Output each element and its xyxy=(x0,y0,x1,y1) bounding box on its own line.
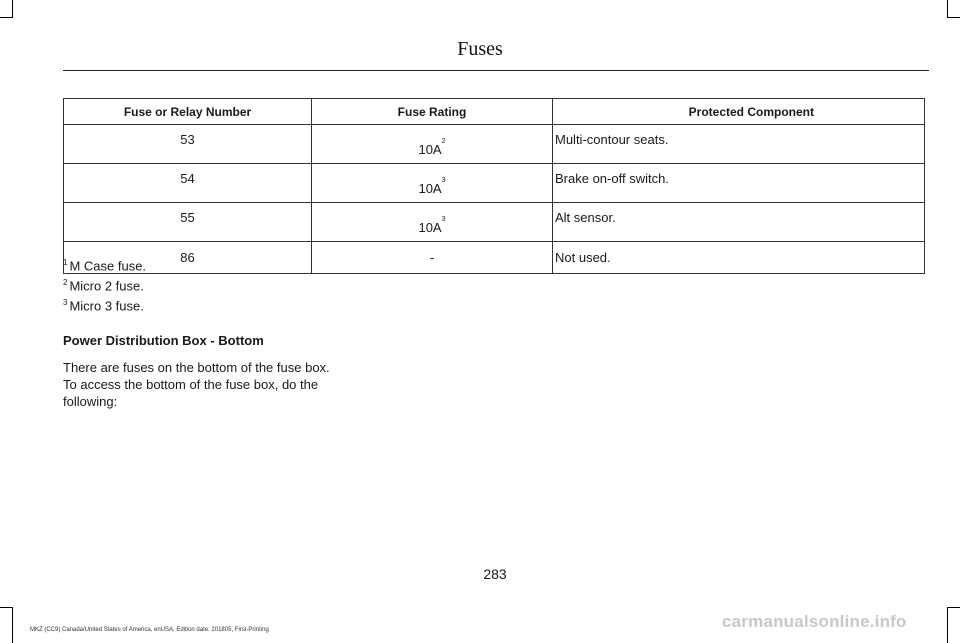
footnote-ref: 3 xyxy=(441,177,446,184)
footnote-text: Micro 2 fuse. xyxy=(69,278,144,294)
fuse-table xyxy=(63,98,925,274)
table-row xyxy=(64,125,925,164)
edition-info: MKZ (CC9) Canada/United States of America, enUSA, Edition date: 201805, First-Printing xyxy=(30,627,269,633)
table-header-row xyxy=(64,99,925,125)
column-header-rating: Fuse Rating xyxy=(312,99,553,125)
table-row xyxy=(64,164,925,203)
header-rule xyxy=(63,70,929,71)
page-title: Fuses xyxy=(457,38,503,60)
column-header-component: Protected Component xyxy=(553,99,925,125)
table-row xyxy=(64,203,925,242)
footnote-ref: 3 xyxy=(441,216,446,223)
footnotes xyxy=(63,253,146,313)
footnote-text: Micro 3 fuse. xyxy=(69,298,144,314)
fuse-rating: 10A xyxy=(418,142,442,157)
protected-component: Multi-contour seats. xyxy=(553,125,925,164)
footnote xyxy=(63,293,146,312)
crop-mark-top-left-h xyxy=(0,17,13,18)
watermark: carmanualsonline.info xyxy=(722,612,907,631)
fuse-rating: 10A xyxy=(418,181,442,196)
crop-mark-top-left-v xyxy=(12,0,13,18)
crop-mark-bottom-left-h xyxy=(0,607,13,608)
column-header-number: Fuse or Relay Number xyxy=(64,99,312,125)
section-heading: Power Distribution Box - Bottom xyxy=(63,333,264,348)
footnote xyxy=(63,253,146,272)
footnote xyxy=(63,273,146,292)
footnote-marker: 1 xyxy=(63,258,68,267)
crop-mark-bottom-right-v xyxy=(947,607,948,643)
fuse-rating-cell xyxy=(312,203,553,242)
crop-mark-bottom-left-v xyxy=(12,607,13,643)
fuse-number: 54 xyxy=(64,164,312,203)
fuse-number: 86 xyxy=(64,242,312,274)
table-row xyxy=(64,242,925,274)
footnote-text: M Case fuse. xyxy=(69,258,147,274)
fuse-rating-cell xyxy=(312,164,553,203)
page-number: 283 xyxy=(483,566,507,582)
protected-component: Not used. xyxy=(553,242,925,274)
crop-mark-top-right-v xyxy=(947,0,948,18)
crop-mark-top-right-h xyxy=(947,17,960,18)
crop-mark-bottom-right-h xyxy=(947,607,960,608)
fuse-number: 55 xyxy=(64,203,312,242)
fuse-rating: - xyxy=(312,242,553,274)
protected-component: Brake on-off switch. xyxy=(553,164,925,203)
fuse-rating: 10A xyxy=(418,220,442,235)
footnote-marker: 2 xyxy=(63,278,68,287)
fuse-number: 53 xyxy=(64,125,312,164)
section-body: There are fuses on the bottom of the fuse box. To access the bottom of the fuse box, do the following: xyxy=(63,360,330,409)
fuse-rating-cell xyxy=(312,125,553,164)
footnote-ref: 2 xyxy=(441,138,446,145)
footnote-marker: 3 xyxy=(63,298,68,307)
protected-component: Alt sensor. xyxy=(553,203,925,242)
